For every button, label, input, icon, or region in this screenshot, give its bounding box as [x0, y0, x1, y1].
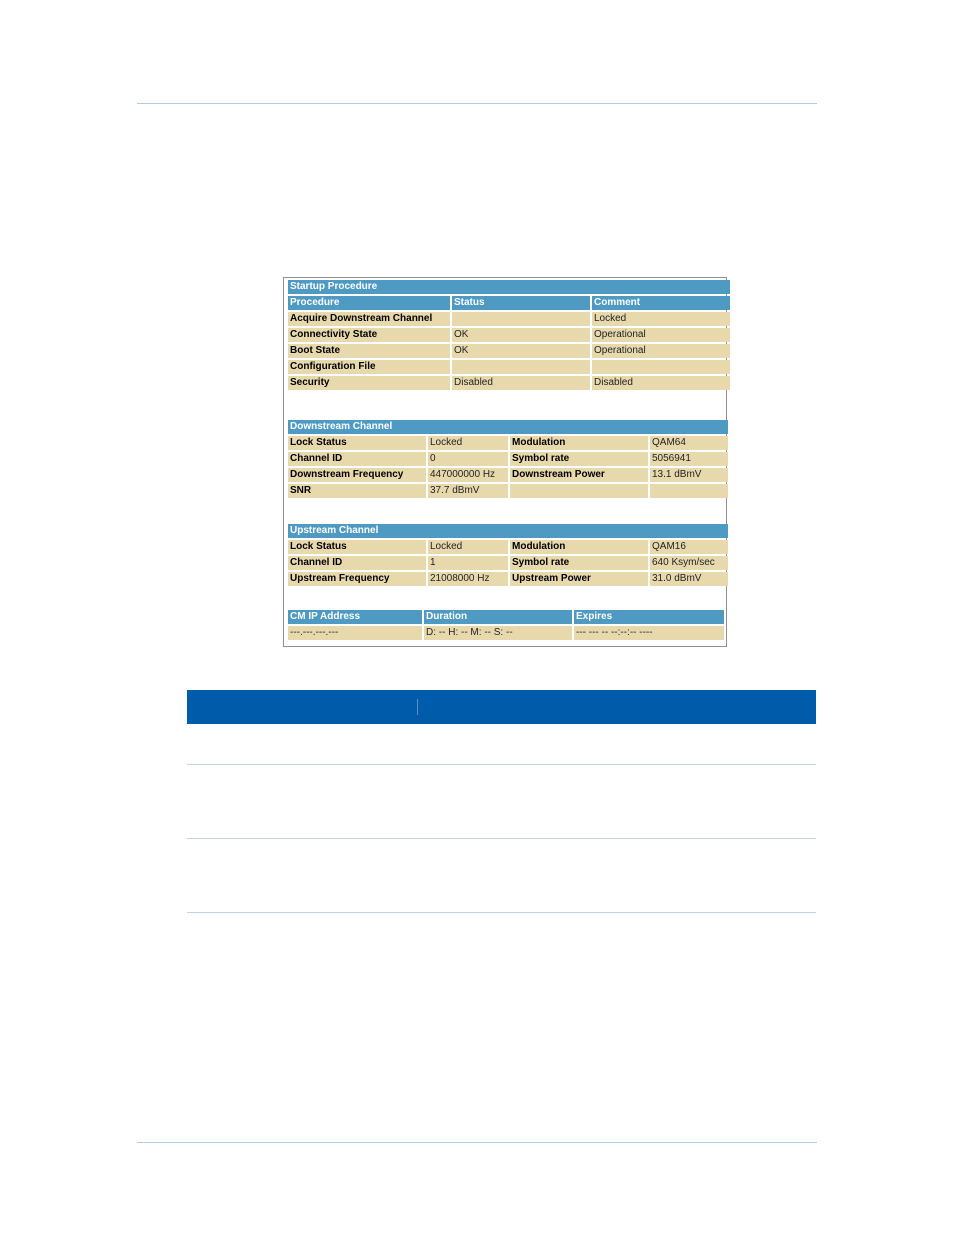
field-label: Modulation [510, 436, 648, 450]
column-header-procedure: Procedure [288, 296, 450, 310]
field-label: Modulation [510, 540, 648, 554]
table-row [288, 328, 730, 342]
procedure-status: Disabled [452, 376, 590, 390]
field-label: Lock Status [288, 540, 426, 554]
field-value: QAM64 [650, 436, 728, 450]
table-row [288, 360, 730, 374]
field-value: 31.0 dBmV [650, 572, 728, 586]
table-row [288, 540, 728, 554]
procedure-status: OK [452, 344, 590, 358]
field-label: Symbol rate [510, 452, 648, 466]
procedure-name: Connectivity State [288, 328, 450, 342]
table-row [288, 572, 728, 586]
field-value: 13.1 dBmV [650, 468, 728, 482]
procedure-status [452, 360, 590, 374]
field-label: Upstream Frequency [288, 572, 426, 586]
table-row [288, 626, 724, 640]
column-header-cm-ip-address: CM IP Address [288, 610, 422, 624]
procedure-comment: Operational [592, 328, 730, 342]
column-header-expires: Expires [574, 610, 724, 624]
row-divider [187, 912, 816, 913]
upstream-channel-table [286, 522, 730, 588]
field-label: Lock Status [288, 436, 426, 450]
field-value [650, 484, 728, 498]
startup-procedure-title: Startup Procedure [288, 280, 730, 294]
table-row [288, 452, 728, 466]
procedure-name: Configuration File [288, 360, 450, 374]
table-row [288, 556, 728, 570]
column-header-status: Status [452, 296, 590, 310]
field-label: Symbol rate [510, 556, 648, 570]
description-table-header [187, 690, 816, 724]
field-label: Downstream Frequency [288, 468, 426, 482]
expires-value: --- --- -- --:--:-- ---- [574, 626, 724, 640]
procedure-comment: Disabled [592, 376, 730, 390]
cm-ip-address-table [286, 608, 726, 642]
field-value: 1 [428, 556, 508, 570]
duration-value: D: -- H: -- M: -- S: -- [424, 626, 572, 640]
table-row [288, 344, 730, 358]
field-value: 0 [428, 452, 508, 466]
table-row [288, 436, 728, 450]
field-label [510, 484, 648, 498]
field-label: SNR [288, 484, 426, 498]
field-value: 447000000 Hz [428, 468, 508, 482]
header-rule [137, 103, 817, 104]
procedure-comment: Locked [592, 312, 730, 326]
cable-modem-status-panel [283, 277, 727, 647]
field-value: 5056941 [650, 452, 728, 466]
footer-rule [137, 1142, 817, 1143]
field-value: Locked [428, 436, 508, 450]
table-row [288, 376, 730, 390]
procedure-name: Security [288, 376, 450, 390]
field-value: Locked [428, 540, 508, 554]
field-value: QAM16 [650, 540, 728, 554]
column-header-comment: Comment [592, 296, 730, 310]
field-label: Downstream Power [510, 468, 648, 482]
table-row [288, 484, 728, 498]
column-header-duration: Duration [424, 610, 572, 624]
downstream-channel-table [286, 418, 730, 500]
upstream-channel-title: Upstream Channel [288, 524, 728, 538]
row-divider [187, 764, 816, 765]
procedure-comment [592, 360, 730, 374]
row-divider [187, 838, 816, 839]
startup-procedure-table [286, 278, 732, 392]
field-label: Upstream Power [510, 572, 648, 586]
table-row [288, 312, 730, 326]
table-row [288, 468, 728, 482]
procedure-name: Boot State [288, 344, 450, 358]
procedure-comment: Operational [592, 344, 730, 358]
cm-ip-address-value: ---.---.---.--- [288, 626, 422, 640]
field-value: 640 Ksym/sec [650, 556, 728, 570]
procedure-name: Acquire Downstream Channel [288, 312, 450, 326]
field-value: 21008000 Hz [428, 572, 508, 586]
field-label: Channel ID [288, 556, 426, 570]
field-label: Channel ID [288, 452, 426, 466]
downstream-channel-title: Downstream Channel [288, 420, 728, 434]
procedure-status [452, 312, 590, 326]
header-column-divider [417, 699, 418, 715]
procedure-status: OK [452, 328, 590, 342]
field-value: 37.7 dBmV [428, 484, 508, 498]
